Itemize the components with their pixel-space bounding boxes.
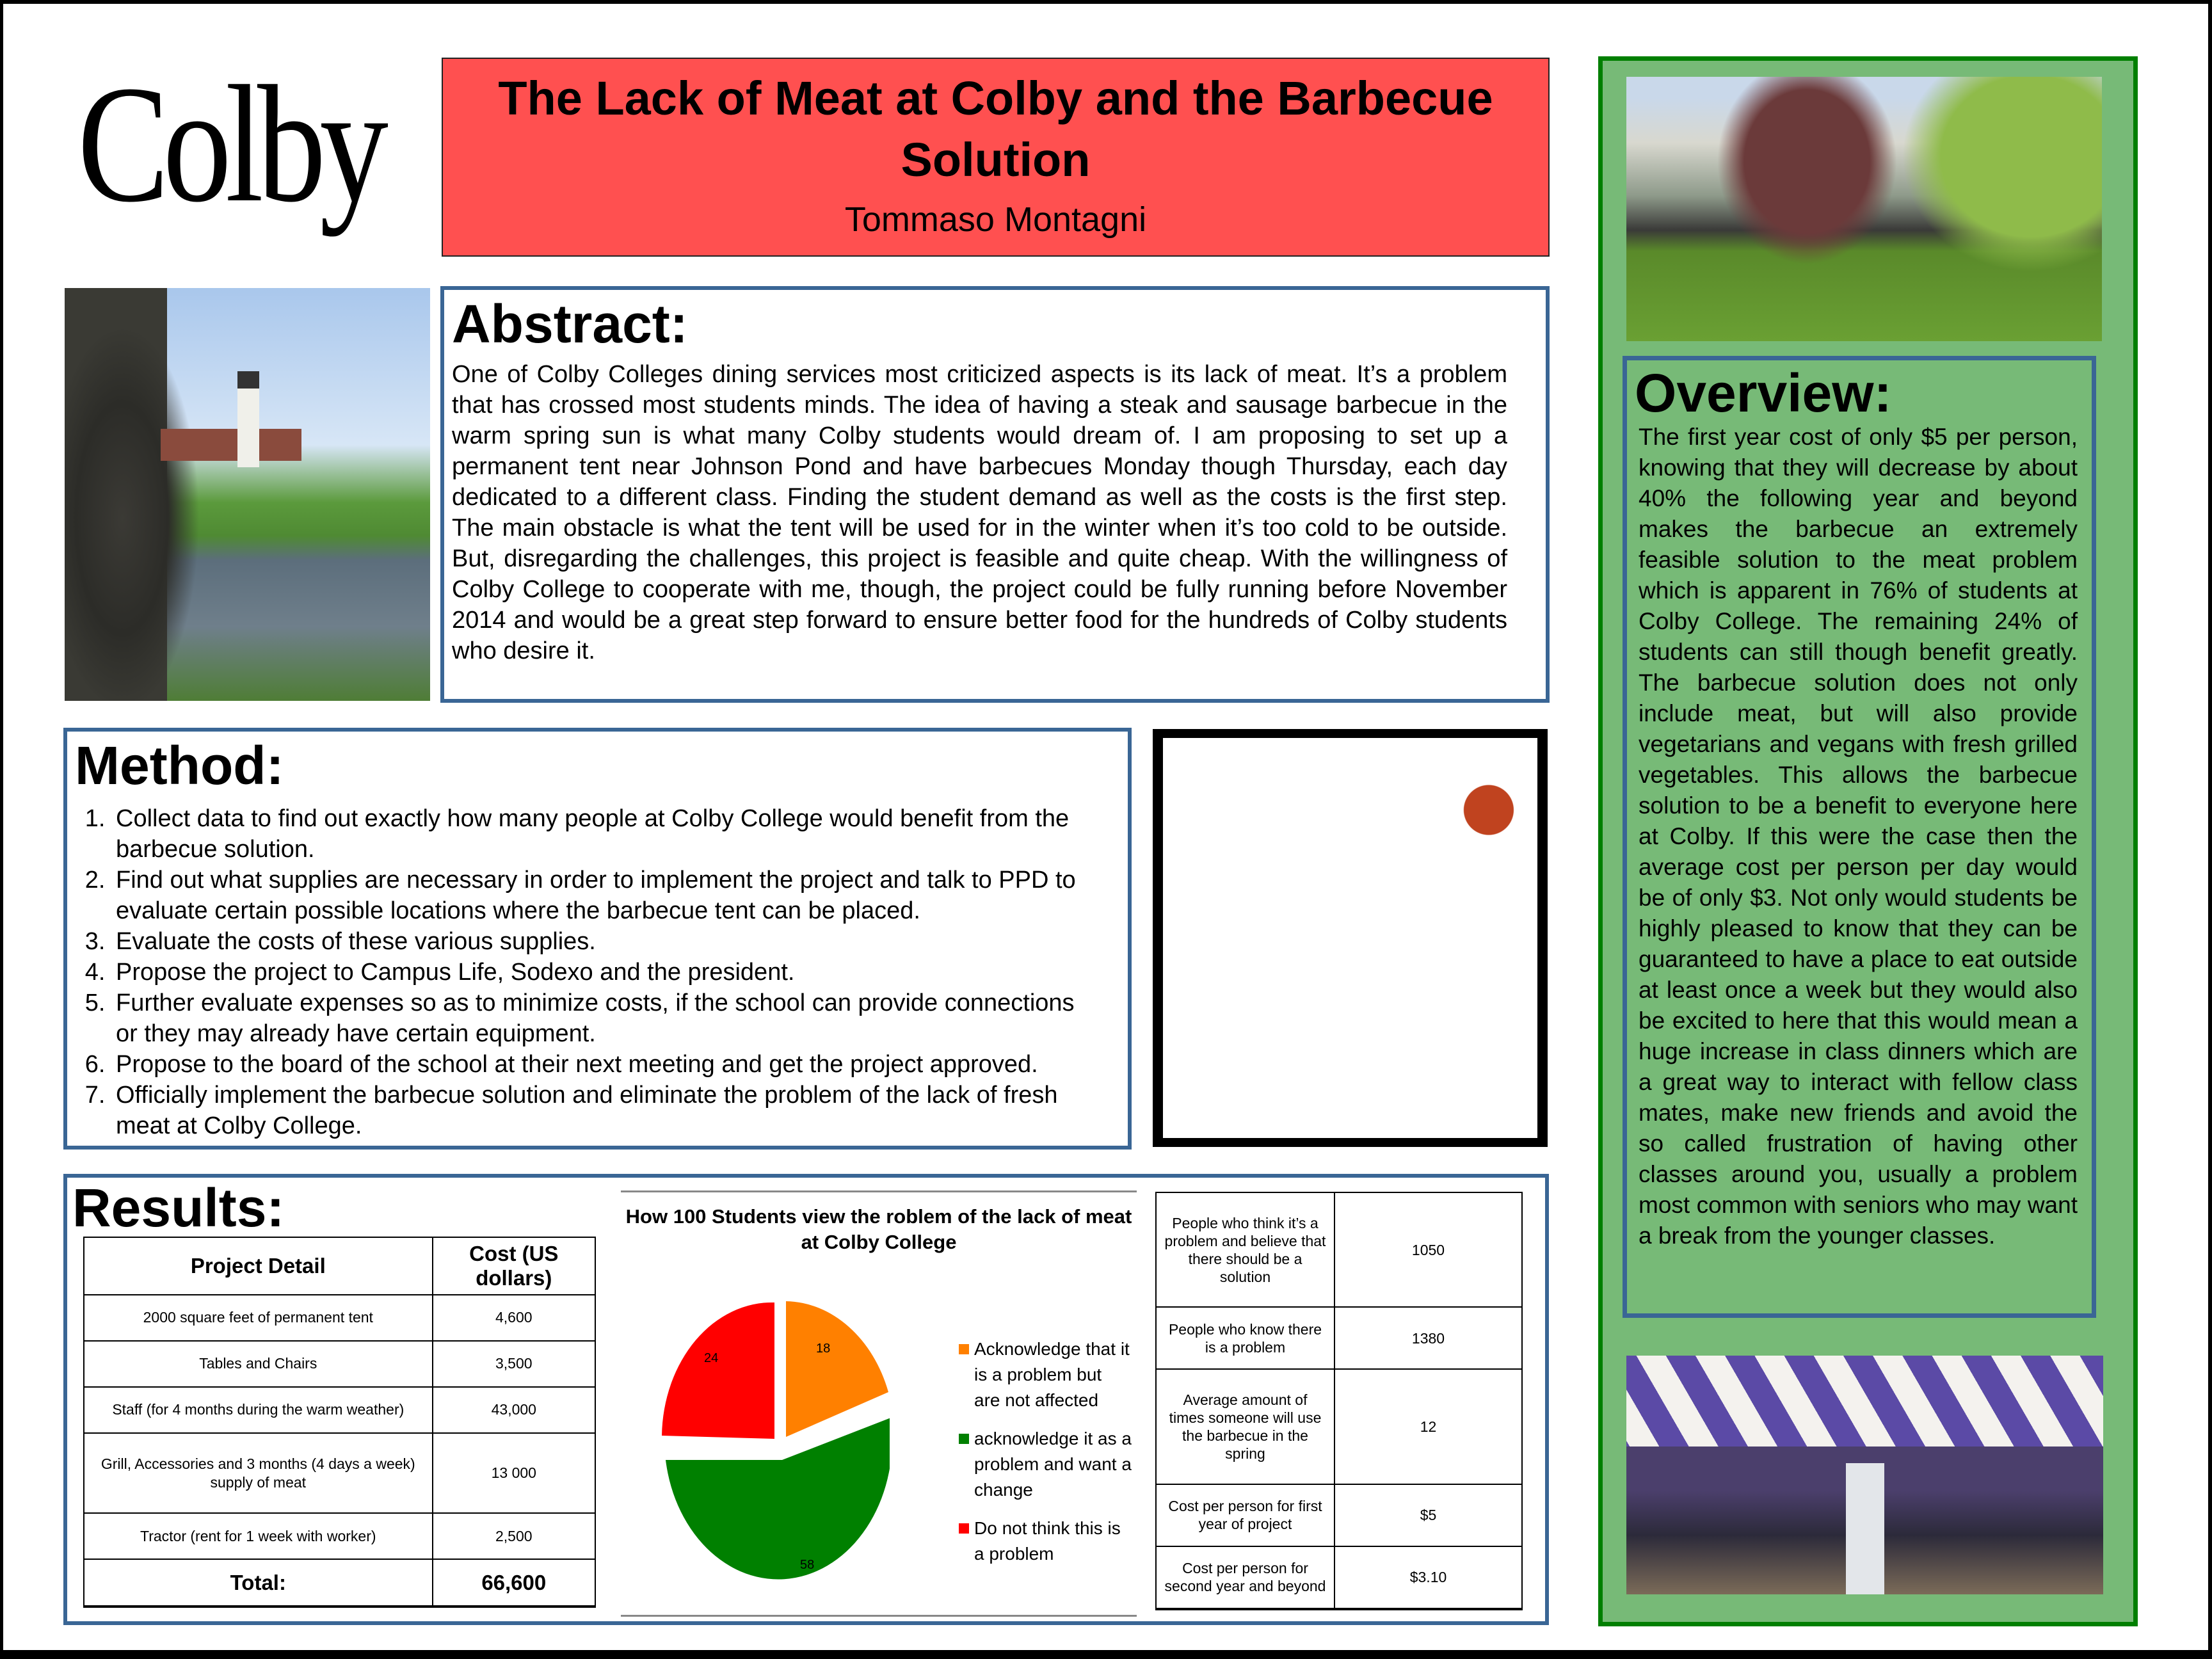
overview-heading: Overview:: [1635, 363, 1892, 423]
total-label: Total:: [84, 1559, 433, 1607]
table-row: [84, 1513, 595, 1559]
pie-slice-orange: [786, 1301, 888, 1437]
table-row: [84, 1341, 595, 1387]
cost-value: 2,500: [433, 1513, 595, 1559]
label-green: 58: [800, 1558, 815, 1572]
table-header-row: [84, 1237, 595, 1295]
clock-tower: [237, 371, 259, 467]
stat-label: People who think it’s a problem and believe that there should be a solution: [1156, 1192, 1334, 1307]
legend-swatch-green: [959, 1434, 969, 1444]
method-panel: [63, 728, 1132, 1150]
tent-table: [1846, 1463, 1884, 1594]
campus-building: [161, 429, 301, 461]
stats-table: [1155, 1192, 1523, 1610]
overview-body: The first year cost of only $5 per person, knowing that they will decrease by about 40% the following year and beyond makes the barbecue an extremely feasible solution to the meat problem which is apparent in 76% of students at Colby College. The remaining 24% of students can still though benefit greatly. The barbecue solution does not only include meat, but will also provide vegetarians and vegans with fresh grilled vegetables. This allows the barbecue solution to be a benefit to everyone here at Colby. If this were the case then the average cost per person per day would be of only $3. Not only would students be highly pleased to know that they can be guaranteed to have a place to eat outside at least once a week but they would also be excited to here that this would mean a huge increase in class dinners which are a great way to interact with fellow class mates, make new friends and avoid the so called frustration of having other classes around you, usually a problem most common with seniors who may want a break from the younger classes.: [1639, 424, 2078, 1249]
table-row: [1156, 1484, 1522, 1546]
tent-dining-photo: [1626, 1356, 2103, 1594]
cost-value: 43,000: [433, 1387, 595, 1433]
stat-label: Cost per person for first year of project: [1156, 1484, 1334, 1546]
label-orange: 18: [816, 1342, 831, 1356]
title-banner: [442, 58, 1550, 257]
legend-swatch-orange: [959, 1344, 969, 1354]
stat-value: $3.10: [1334, 1546, 1522, 1609]
table-row: [1156, 1192, 1522, 1307]
table-row: [84, 1295, 595, 1341]
cost-item: Tables and Chairs: [84, 1341, 433, 1387]
stat-value: 12: [1334, 1369, 1522, 1484]
cost-item: Tractor (rent for 1 week with worker): [84, 1513, 433, 1559]
poster-title: The Lack of Meat at Colby and the Barbecue Solution: [498, 72, 1493, 186]
cost-item: Staff (for 4 months during the warm weather): [84, 1387, 433, 1433]
results-panel: [63, 1174, 1549, 1625]
pie-slice-red: [662, 1302, 774, 1439]
method-step: 2. Find out what supplies are necessary in order to implement the project and talk to PPD to evaluate certain possible locations where the barbecue tent can be placed.: [112, 865, 1102, 926]
pie-slice-green: [666, 1418, 890, 1580]
table-row: [1156, 1307, 1522, 1369]
stat-value: $5: [1334, 1484, 1522, 1546]
method-heading: Method:: [75, 735, 284, 796]
total-row: [84, 1559, 595, 1607]
stat-value: 1380: [1334, 1307, 1522, 1369]
table-row: [84, 1433, 595, 1513]
chart-legend: [959, 1336, 1132, 1580]
outdoor-barbecue-photo: [1626, 77, 2102, 341]
stat-label: Average amount of times someone will use the barbecue in the spring: [1156, 1369, 1334, 1484]
cost-value: 4,600: [433, 1295, 595, 1341]
table-row: [84, 1387, 595, 1433]
stat-value: 1050: [1334, 1192, 1522, 1307]
cost-value: 13 000: [433, 1433, 595, 1513]
method-step: 1. Collect data to find out exactly how many people at Colby College would benefit from the barbecue solution.: [112, 803, 1102, 865]
chart-title: How 100 Students view the roblem of the lack of meat at Colby College: [625, 1205, 1132, 1253]
column-header: Project Detail: [84, 1237, 433, 1295]
legend-label: acknowledge it as a problem and want a change: [974, 1429, 1132, 1500]
method-steps: [67, 803, 1102, 1141]
campus-pond-photo: [65, 288, 430, 701]
cost-value: 3,500: [433, 1341, 595, 1387]
pie-chart: [621, 1190, 1137, 1617]
colby-logo: Colby: [77, 51, 383, 237]
legend-swatch-red: [959, 1523, 969, 1534]
results-heading: Results:: [72, 1178, 285, 1238]
method-step: 3. Evaluate the costs of these various supplies.: [112, 926, 1102, 957]
legend-label: Do not think this is a problem: [974, 1518, 1121, 1564]
pie-chart-graphic: [659, 1288, 890, 1583]
legend-label: Acknowledge that it is a problem but are not affected: [974, 1339, 1130, 1410]
legend-item: [959, 1426, 1132, 1503]
method-step: 6. Propose to the board of the school at their next meeting and get the project approved.: [112, 1049, 1102, 1080]
abstract-panel: [440, 286, 1550, 703]
bbq-platter-photo: [1153, 729, 1548, 1147]
abstract-heading: Abstract:: [452, 294, 688, 354]
table-row: [1156, 1546, 1522, 1609]
legend-item: [959, 1336, 1132, 1413]
cost-item: 2000 square feet of permanent tent: [84, 1295, 433, 1341]
table-row: [1156, 1369, 1522, 1484]
method-step: 7. Officially implement the barbecue solution and eliminate the problem of the lack of fresh meat at Colby College.: [112, 1080, 1102, 1141]
total-value: 66,600: [433, 1559, 595, 1607]
stat-label: Cost per person for second year and beyond: [1156, 1546, 1334, 1609]
overview-panel: [1623, 356, 2096, 1318]
label-red: 24: [704, 1351, 719, 1365]
column-header: Cost (US dollars): [433, 1237, 595, 1295]
bbq-platter-image: [1163, 738, 1537, 1138]
abstract-body: One of Colby Colleges dining services most criticized aspects is its lack of meat. It’s a problem that has crossed most students minds. The idea of having a steak and sausage barbecue in the warm spring sun is what many Colby students would dream of. I am proposing to set up a permanent tent near Johnson Pond and have barbecues Monday though Thursday, each day dedicated to a different class. Finding the student demand as well as the costs is the first step. The main obstacle is what the tent will be used for in the winter when it’s too cold to be outside. But, disregarding the challenges, this project is feasible and quite cheap. With the willingness of Colby College to cooperate with me, though, the project could be fully running before November 2014 and would be a great step forward to ensure better food for the hundreds of Colby students who desire it.: [452, 361, 1507, 664]
author-name: Tommaso Montagni: [844, 200, 1147, 239]
cost-item: Grill, Accessories and 3 months (4 days a week) supply of meat: [84, 1433, 433, 1513]
stat-label: People who know there is a problem: [1156, 1307, 1334, 1369]
cost-table: [83, 1237, 596, 1608]
method-step: 4. Propose the project to Campus Life, Sodexo and the president.: [112, 957, 1102, 988]
method-step: 5. Further evaluate expenses so as to minimize costs, if the school can provide connections or they may already have certain equipment.: [112, 988, 1102, 1049]
legend-item: [959, 1516, 1132, 1567]
